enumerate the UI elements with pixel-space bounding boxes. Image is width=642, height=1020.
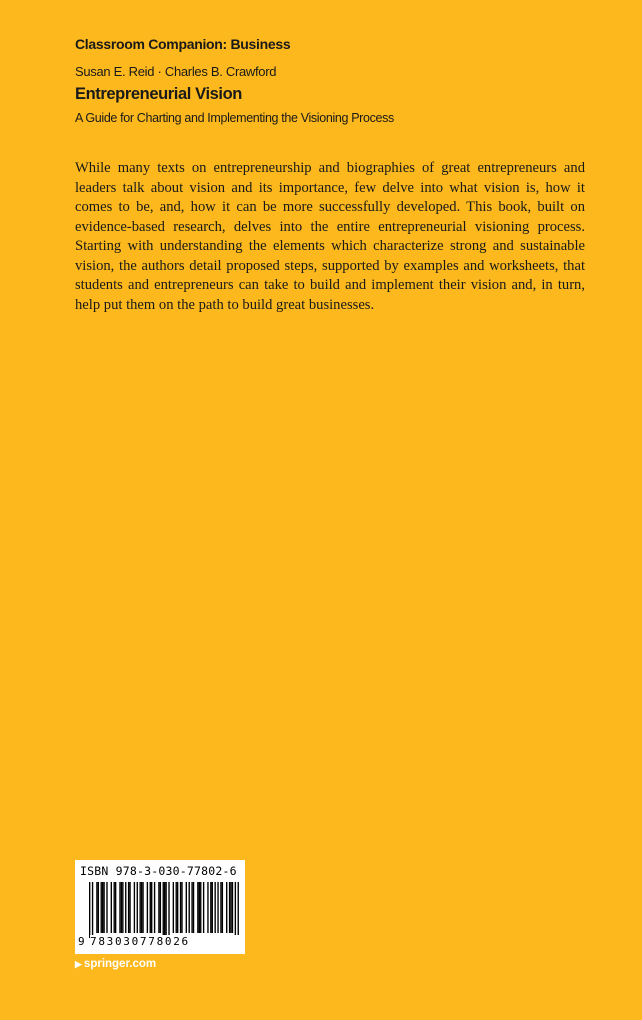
barcode-bar xyxy=(210,882,211,933)
barcode-bar xyxy=(212,882,213,933)
book-description: While many texts on entrepreneurship and biographies of great entrepreneurs and leaders talk about vision and its importance, few delve into what vision is, how it comes to be, and, how it can be more successfully developed. This book, built on evidence-based research, delves into the entire entrepreneurial visioning process. Starting with understanding the elements which characterize strong and sustainable vision, the authors detail proposed steps, supported by examples and worksheets, that students and entrepreneurs can take to build and implement their vision and, in turn, help put them on the path to build great businesses. xyxy=(75,160,585,313)
authors: Susan E. Reid · Charles B. Crawford xyxy=(75,64,277,79)
barcode-bar xyxy=(229,882,230,933)
barcode-bar xyxy=(114,882,115,933)
barcode-bar xyxy=(137,882,138,933)
barcode-box xyxy=(75,860,245,954)
barcode-bar xyxy=(106,882,107,933)
barcode-bar xyxy=(96,882,97,933)
barcode-bar xyxy=(150,882,151,933)
barcode-bar xyxy=(232,882,233,933)
barcode-bar xyxy=(173,882,174,933)
barcode-bar xyxy=(128,882,129,933)
barcode-icon xyxy=(89,882,239,938)
barcode-bar xyxy=(220,882,221,933)
arrow-right-icon: ▶ xyxy=(75,958,82,969)
barcode-bar xyxy=(238,882,239,938)
barcode-bar xyxy=(176,882,177,933)
barcode-bar xyxy=(121,882,122,933)
barcode-bar xyxy=(103,882,104,933)
barcode-bar xyxy=(125,882,126,933)
barcode-bar xyxy=(193,882,194,933)
barcode-bar xyxy=(230,882,231,933)
barcode-bar xyxy=(189,882,190,933)
barcode-bar xyxy=(92,882,93,938)
barcode-bar xyxy=(186,882,187,933)
barcode-bar xyxy=(102,882,103,933)
barcode-bar xyxy=(158,882,159,933)
barcode-bar xyxy=(168,882,169,938)
barcode-bar xyxy=(89,882,90,938)
barcode-bar xyxy=(119,882,120,933)
barcode-bar xyxy=(141,882,142,933)
barcode-bar xyxy=(203,882,204,933)
barcode-bar xyxy=(147,882,148,933)
barcode-bar xyxy=(115,882,116,933)
barcode-bar xyxy=(217,882,218,933)
barcode-bar xyxy=(197,882,198,933)
barcode-bar xyxy=(165,882,166,938)
barcode-bar xyxy=(154,882,155,933)
ean-first-digit: 9 xyxy=(78,935,85,948)
barcode-bar xyxy=(163,882,164,938)
barcode-bar xyxy=(151,882,152,933)
barcode-bar xyxy=(111,882,112,933)
barcode-bar xyxy=(139,882,140,933)
barcode-bar xyxy=(142,882,143,933)
barcode-bar xyxy=(164,882,165,938)
barcode-bar xyxy=(191,882,192,933)
barcode-bar xyxy=(181,882,182,933)
barcode-bar xyxy=(235,882,236,938)
isbn-label: ISBN 978-3-030-77802-6 xyxy=(80,864,237,878)
barcode-bar xyxy=(222,882,223,933)
barcode-bar xyxy=(134,882,135,933)
book-title: Entrepreneurial Vision xyxy=(75,85,242,103)
barcode-bar xyxy=(98,882,99,933)
barcode-bar xyxy=(101,882,102,933)
barcode-bar xyxy=(199,882,200,933)
barcode-bar xyxy=(177,882,178,933)
series-name: Classroom Companion: Business xyxy=(75,36,291,52)
ean-digits: 783030778026 xyxy=(90,935,240,948)
barcode-bar xyxy=(207,882,208,933)
barcode-bar xyxy=(214,882,215,933)
barcode-bar xyxy=(180,882,181,933)
barcode-bar xyxy=(129,882,130,933)
barcode-bar xyxy=(122,882,123,933)
book-subtitle: A Guide for Charting and Implementing the Visioning Process xyxy=(75,111,394,125)
publisher-url: springer.com xyxy=(83,958,157,970)
publisher-link[interactable] xyxy=(75,958,156,970)
barcode-bar xyxy=(200,882,201,933)
barcode-bar xyxy=(160,882,161,933)
barcode-bar xyxy=(226,882,227,933)
